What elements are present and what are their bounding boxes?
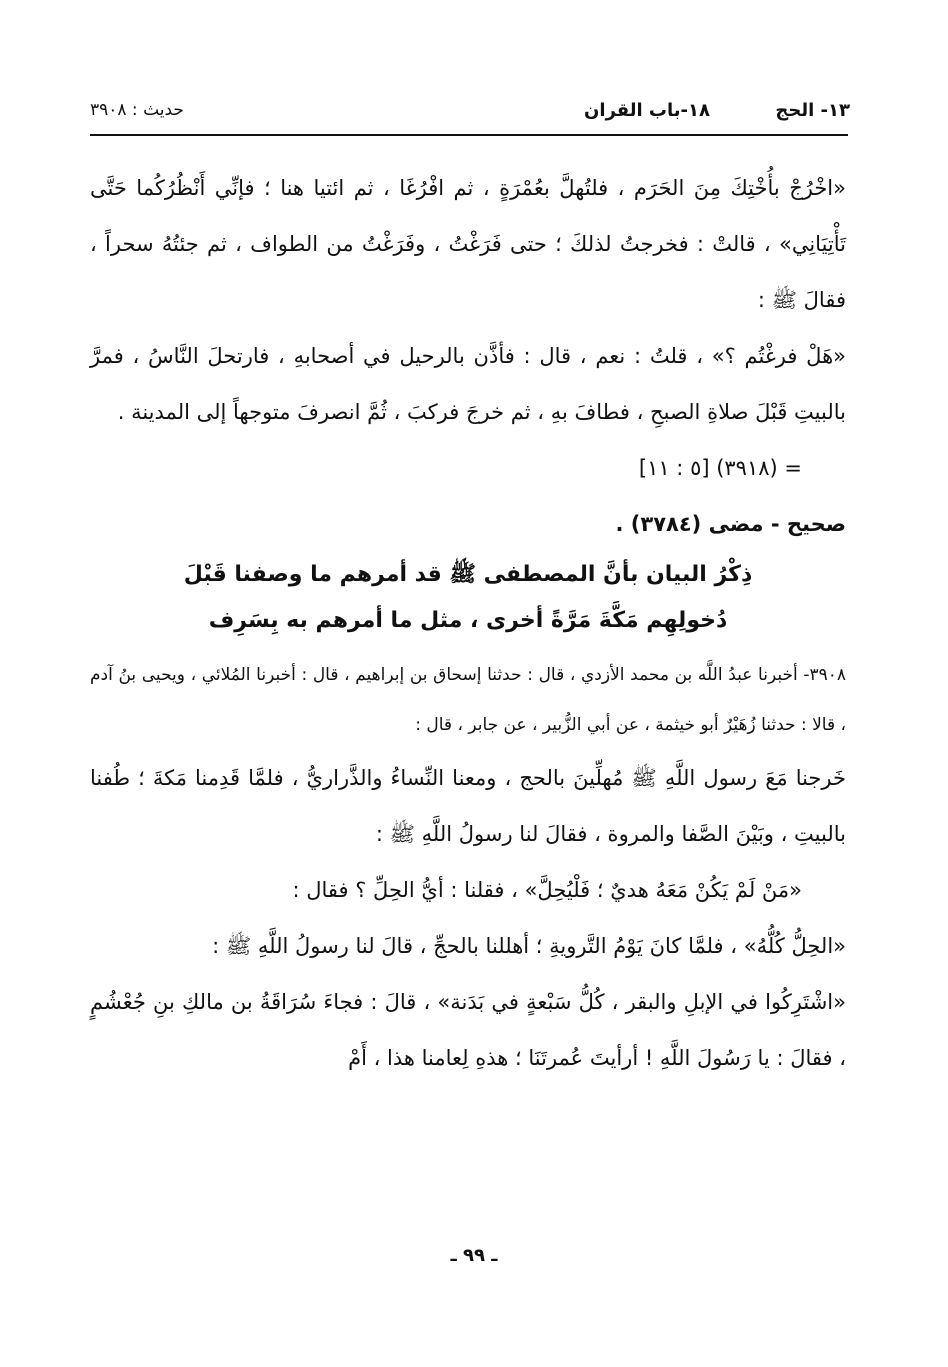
matn-paragraph: خَرجنا مَعَ رسول اللَّهِ ﷺ مُهلِّينَ بالحج ، ومعنا النِّساءُ والذَّراريُّ ، فلمَّا قَدِمنا مَكةَ ؛ طُفنا بالبيتِ ، وبَيْنَ الصَّفا والمروة ، فقالَ لنا رسولُ اللَّهِ ﷺ : — [90, 766, 846, 846]
chapter-title: ١٣- الحج — [775, 100, 850, 121]
chapter-heading-line-1: ذِكْرُ البيان بأنَّ المصطفى ﷺ قد أمرهم ما وصفنا قَبْلَ — [183, 562, 753, 587]
chapter-heading-line-2: دُخولِهِم مَكَّةَ مَرَّةً أخرى ، مثل ما أمرهم به بِسَرِف — [208, 608, 728, 633]
section-title: ١٨-باب القران — [584, 100, 710, 121]
running-header — [90, 88, 850, 132]
header-divider — [90, 134, 848, 136]
isnad-paragraph: ٣٩٠٨- أخبرنا عبدُ اللَّه بن محمد الأزدي ، قال : حدثنا إسحاق بن إبراهيم ، قال : أخبرنا المُلائي ، ويحيى بنُ آدم ، قالا : حدثنا زُهَيْرٌ أبو خيثمة ، عن أبي الزُّبير ، عن جابر ، قال : — [90, 665, 846, 735]
paragraph: «اخْرُجْ بأُخْتِكَ مِنَ الحَرَم ، فلتُهلَّ بعُمْرَةٍ ، ثم افْرُغَا ، ثم ائتيا هنا ؛ فإنِّي أَنْظُرُكُما حَتَّى تَأْتِيَانِي» ، قالتْ : فخرجتُ لذلكَ ؛ حتى فَرَغْتُ ، وفَرَغْتُ من الطواف ، ثم جئتُهُ سحراً ، فقالَ ﷺ : — [90, 176, 846, 312]
page-body — [90, 160, 846, 1086]
hadith-number: حديث : ٣٩٠٨ — [90, 100, 184, 120]
grading-note: صحيح - مضى (٣٧٨٤) . — [615, 512, 846, 536]
cross-reference: = (٣٩١٨) [٥ : ١١] — [638, 456, 802, 480]
matn-paragraph: «مَنْ لَمْ يَكُنْ مَعَهُ هديٌ ؛ فَلْيُحِلَّ» ، فقلنا : أيُّ الحِلِّ ؟ فقال : — [292, 878, 802, 902]
page-number: ـ ٩٩ ـ — [450, 1245, 498, 1266]
matn-paragraph: «اشْتَرِكُوا في الإبلِ والبقر ، كُلُّ سَبْعةٍ في بَدَنة» ، قالَ : فجاءَ سُرَاقَةُ بن مالكِ بنِ جُعْشُمٍ ، فقالَ : يا رَسُولَ اللَّهِ ! أرأيتَ عُمرتَنَا ؛ هذهِ لِعامنا هذا ، أَمْ — [90, 990, 846, 1070]
paragraph: «هَلْ فرغْتُم ؟» ، قلتُ : نعم ، قال : فأذَّن بالرحيل في أصحابهِ ، فارتحلَ النَّاسُ ، فمرَّ بالبيتِ قَبْلَ صلاةِ الصبحِ ، فطافَ بهِ ، ثم خرجَ فركبَ ، ثُمَّ انصرفَ متوجهاً إلى المدينة . — [90, 344, 846, 424]
matn-paragraph: «الحِلُّ كُلُّهُ» ، فلمَّا كانَ يَوْمُ التَّرويةِ ؛ أهللنا بالحجِّ ، قالَ لنا رسولُ اللَّهِ ﷺ : — [212, 934, 846, 958]
